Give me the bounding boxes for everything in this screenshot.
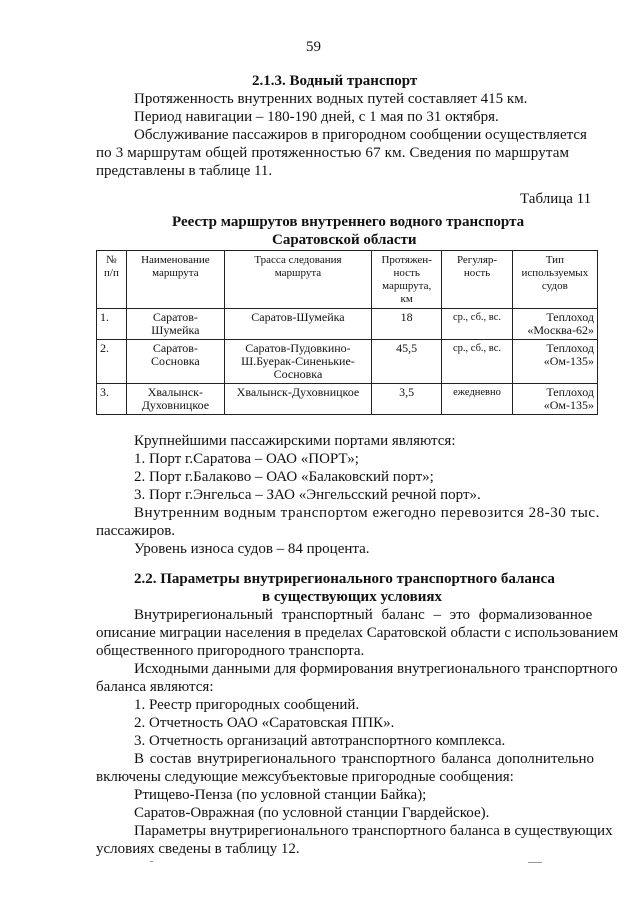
- cell-route-path: Саратов-Пудовкино- Ш.Буерак-Синенькие- Сосновка: [224, 340, 371, 384]
- cell-regularity: ср., сб., вс.: [442, 340, 512, 384]
- source-data-line-1: Исходными данными для формирования внутрегионального транспортного: [134, 661, 618, 677]
- definition-line-1: Внутрирегиональный транспортный баланс – это формализованное: [134, 607, 593, 623]
- cell-length: 3,5: [372, 384, 442, 415]
- vessel-wear-level: Уровень износа судов – 84 процента.: [134, 541, 370, 557]
- cell-route-name: Хвалынск- Духовницкое: [126, 384, 224, 415]
- cell-length: 45,5: [372, 340, 442, 384]
- included-item: Ртищево-Пенза (по условной станции Байка);: [134, 787, 427, 803]
- routes-table: [96, 250, 598, 415]
- final-line-1: Параметры внутрирегионального транспортного баланса в существующих: [134, 823, 613, 839]
- source-item: 2. Отчетность ОАО «Саратовская ППК».: [134, 715, 395, 731]
- section-heading-balance-line-1: 2.2. Параметры внутрирегионального транспортного баланса: [134, 571, 555, 587]
- source-data-line-2: баланса являются:: [96, 679, 214, 695]
- header-route-path: Трасса следования маршрута: [224, 251, 371, 309]
- section-heading-balance-line-2: в существующих условиях: [262, 589, 443, 605]
- page-number: 59: [306, 39, 321, 55]
- section-heading-water-transport: 2.1.3. Водный транспорт: [252, 73, 418, 89]
- table-header-row: [97, 251, 598, 309]
- cell-vessel-type: Теплоход «Ом-135»: [512, 340, 597, 384]
- paragraph-service-line-3: представлены в таблице 11.: [96, 163, 273, 179]
- cell-route-name: Саратов- Шумейка: [126, 309, 224, 340]
- cell-num: 1.: [97, 309, 127, 340]
- source-item: 1. Реестр пригородных сообщений.: [134, 697, 360, 713]
- table-row: [97, 340, 598, 384]
- header-vessel-type: Тип используемых судов: [512, 251, 597, 309]
- scan-speck: [150, 861, 153, 862]
- cell-vessel-type: Теплоход «Москва-62»: [512, 309, 597, 340]
- port-item: 1. Порт г.Саратова – ОАО «ПОРТ»;: [134, 451, 359, 467]
- header-regularity: Регуляр- ность: [442, 251, 512, 309]
- paragraph-navigation-period: Период навигации – 180-190 дней, с 1 мая по 31 октября.: [134, 109, 499, 125]
- cell-route-name: Саратов- Сосновка: [126, 340, 224, 384]
- header-route-name: Наименование маршрута: [126, 251, 224, 309]
- port-item: 3. Порт г.Энгельса – ЗАО «Энгельсский речной порт».: [134, 487, 481, 503]
- cell-num: 3.: [97, 384, 127, 415]
- passenger-volume-line-2: пассажиров.: [96, 523, 176, 539]
- source-item: 3. Отчетность организаций автотранспортного комплекса.: [134, 733, 506, 749]
- passenger-volume-line-1: Внутренним водным транспортом ежегодно перевозится 28-30 тыс.: [134, 505, 600, 521]
- table-row: [97, 384, 598, 415]
- cell-route-path: Саратов-Шумейка: [224, 309, 371, 340]
- table-row: [97, 309, 598, 340]
- paragraph-service-line-1: Обслуживание пассажиров в пригородном сообщении осуществляется: [134, 127, 587, 143]
- paragraph-service-line-2: по 3 маршрутам общей протяженностью 67 км. Сведения по маршрутам: [96, 145, 570, 161]
- included-line-2: включены следующие межсубъектовые пригородные сообщения:: [96, 769, 514, 785]
- ports-intro: Крупнейшими пассажирскими портами являются:: [134, 433, 456, 449]
- cell-length: 18: [372, 309, 442, 340]
- paragraph-waterways-length: Протяженность внутренних водных путей составляет 415 км.: [134, 91, 528, 107]
- definition-line-2: описание миграции населения в пределах Саратовской области с использованием: [96, 625, 619, 641]
- cell-vessel-type: Теплоход «Ом-135»: [512, 384, 597, 415]
- cell-regularity: ежедневно: [442, 384, 512, 415]
- header-num: № п/п: [97, 251, 127, 309]
- table-label: Таблица 11: [520, 191, 592, 207]
- header-length: Протяжен- ность маршрута, км: [372, 251, 442, 309]
- table-title-line-2: Саратовской области: [272, 232, 417, 248]
- definition-line-3: общественного пригородного транспорта.: [96, 643, 365, 659]
- cell-regularity: ср., сб., вс.: [442, 309, 512, 340]
- included-line-1: В состав внутрирегионального транспортного баланса дополнительно: [134, 751, 595, 767]
- cell-route-path: Хвалынск-Духовницкое: [224, 384, 371, 415]
- included-item: Саратов-Овражная (по условной станции Гвардейское).: [134, 805, 490, 821]
- port-item: 2. Порт г.Балаково – ОАО «Балаковский порт»;: [134, 469, 434, 485]
- table-title-line-1: Реестр маршрутов внутреннего водного транспорта: [172, 214, 525, 230]
- cell-num: 2.: [97, 340, 127, 384]
- final-line-2: условиях сведены в таблицу 12.: [96, 841, 300, 857]
- scan-speck: [528, 862, 542, 863]
